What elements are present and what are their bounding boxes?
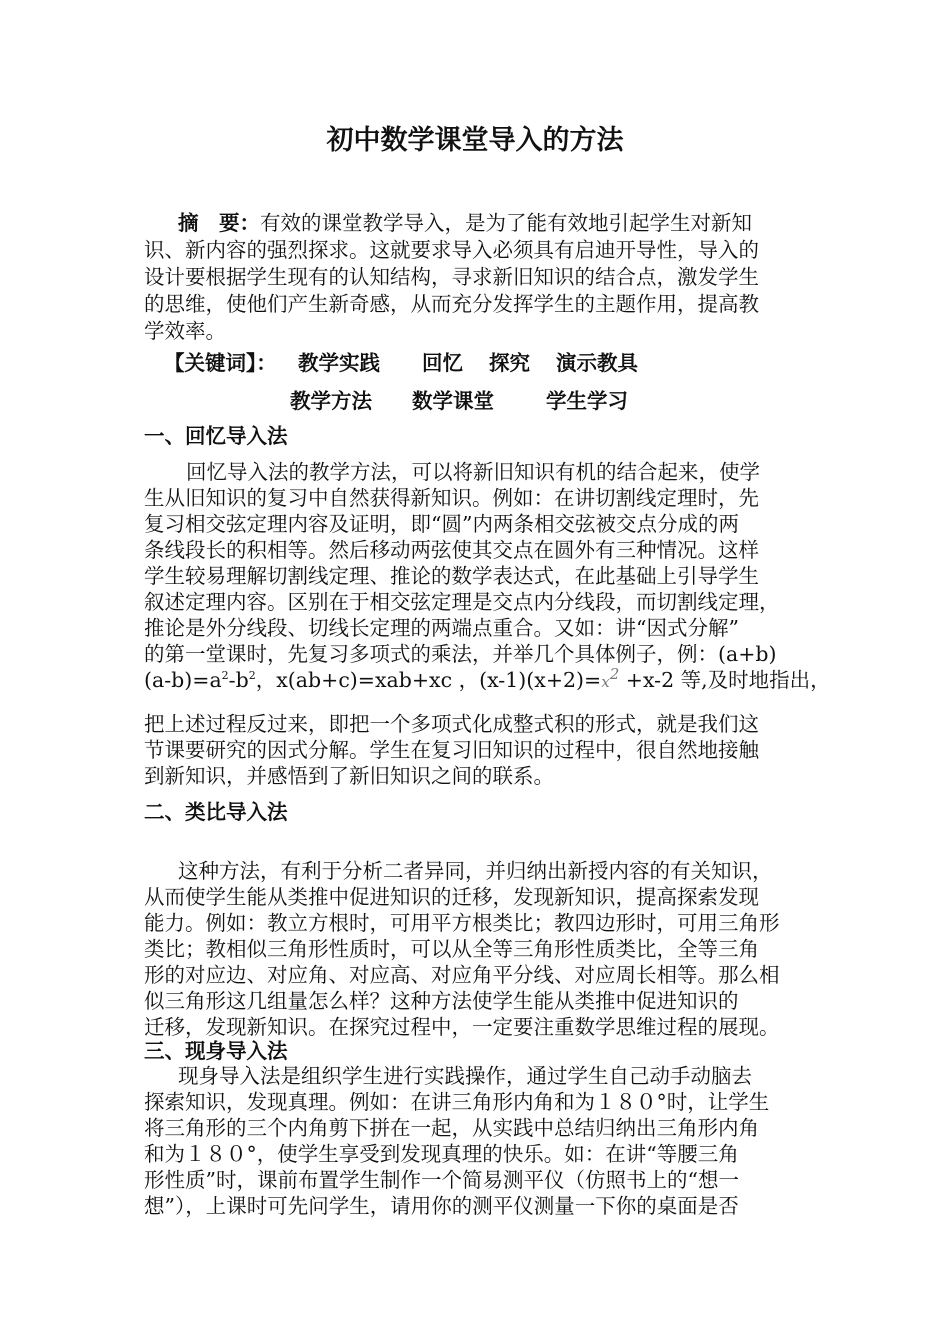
formula-part: (a-b)=a: [144, 668, 222, 692]
paragraph-line: 类比；教相似三角形性质时，可以从全等三角形性质类比，全等三角: [144, 937, 759, 961]
keyword: 回忆: [422, 351, 463, 375]
paragraph-line: 到新知识，并感悟到了新旧知识之间的联系。: [144, 764, 554, 788]
paragraph-line: 想”），上课时可先问学生，请用你的测平仪测量一下你的桌面是否: [144, 1194, 739, 1218]
abstract-line: 识、新内容的强烈探求。这就要求导入必须具有启迪开导性，导入的: [144, 238, 759, 262]
paragraph-line: 这种方法，有利于分析二者异同，并归纳出新授内容的有关知识，: [178, 859, 773, 883]
keywords-label: 【关键词】：: [164, 351, 277, 375]
paragraph-line: 叙述定理内容。区别在于相交弦定理是交点内分线段，而切割线定理，: [144, 590, 780, 614]
keyword: 教学实践: [298, 351, 380, 375]
abstract-label: 摘 要：: [178, 211, 260, 235]
paragraph-line: 生从旧知识的复习中自然获得新知识。例如：在讲切割线定理时，先: [144, 486, 759, 510]
paragraph-line: 学生较易理解切割线定理、推论的数学表达式，在此基础上引导学生: [144, 564, 759, 588]
abstract-text: 有效的课堂教学导入，是为了能有效地引起学生对新知: [260, 211, 752, 235]
paragraph-line: 能力。例如：教立方根时，可用平方根类比；教四边形时，可用三角形: [144, 911, 780, 935]
formula-line: [144, 666, 831, 696]
abstract-line: 的思维，使他们产生新奇感，从而充分发挥学生的主题作用，提高教: [144, 292, 759, 316]
paragraph-line: 和为１８０°，使学生享受到发现真理的快乐。如：在讲“等腰三角: [144, 1142, 739, 1166]
page-title: 初中数学课堂导入的方法: [326, 125, 624, 156]
paragraph-line: 形的对应边、对应角、对应高、对应角平分线、对应周长相等。那么相: [144, 963, 780, 987]
paragraph-line: 探索知识，发现真理。例如：在讲三角形内角和为１８０°时，让学生: [144, 1090, 770, 1114]
keyword: 演示教具: [556, 351, 638, 375]
formula-part: -b: [228, 668, 249, 692]
abstract-line-1: [178, 209, 752, 237]
section-heading-1: 一、回忆导入法: [144, 424, 288, 448]
section-heading-3: 三、现身导入法: [144, 1039, 288, 1063]
paragraph-line: 迁移，发现新知识。在探究过程中，一定要注重数学思维过程的展现。: [144, 1015, 780, 1039]
formula-part: ，x(ab+c)=xab+xc ，(x-1)(x+2)=: [255, 668, 602, 692]
formula-variable: x: [601, 673, 610, 691]
paragraph-line: 的第一堂课时，先复习多项式的乘法，并举几个具体例子，例：(a+b): [144, 642, 777, 666]
keyword: 数学课堂: [412, 389, 494, 413]
paragraph-line: 把上述过程反过来，即把一个多项式化成整式积的形式，就是我们这: [144, 712, 759, 736]
abstract-line: 设计要根据学生现有的认知结构，寻求新旧知识的结合点，激发学生: [144, 265, 759, 289]
section-heading-2: 二、类比导入法: [144, 800, 288, 824]
keyword: 学生学习: [546, 389, 628, 413]
paragraph-line: 将三角形的三个内角剪下拼在一起，从实践中总结归纳出三角形内角: [144, 1116, 759, 1140]
paragraph-line: 现身导入法是组织学生进行实践操作，通过学生自己动手动脑去: [178, 1064, 752, 1088]
keyword: 教学方法: [290, 389, 372, 413]
keyword: 探究: [489, 351, 530, 375]
abstract-line: 学效率。: [144, 319, 226, 343]
exponent: 2: [248, 669, 256, 683]
paragraph-line: 复习相交弦定理内容及证明，即“圆”内两条相交弦被交点分成的两: [144, 512, 739, 536]
paragraph-line: 似三角形这几组量怎么样？这种方法使学生能从类推中促进知识的: [144, 989, 739, 1013]
paragraph-line: 从而使学生能从类推中促进知识的迁移，发现新知识，提高探索发现: [144, 885, 759, 909]
paragraph-line: 形性质”时，课前布置学生制作一个简易测平仪（仿照书上的“想一: [144, 1168, 739, 1192]
formula-part: +x-2 等,及时地指出，: [619, 668, 831, 692]
exponent: 2: [609, 665, 620, 684]
exponent: 2: [221, 669, 229, 683]
paragraph-line: 推论是外分线段、切线长定理的两端点重合。又如：讲“因式分解”: [144, 616, 739, 640]
paragraph-line: 条线段长的积相等。然后移动两弦使其交点在圆外有三种情况。这样: [144, 538, 759, 562]
paragraph-line: 回忆导入法的教学方法，可以将新旧知识有机的结合起来，使学: [186, 460, 760, 484]
paragraph-line: 节课要研究的因式分解。学生在复习旧知识的过程中，很自然地接触: [144, 738, 759, 762]
